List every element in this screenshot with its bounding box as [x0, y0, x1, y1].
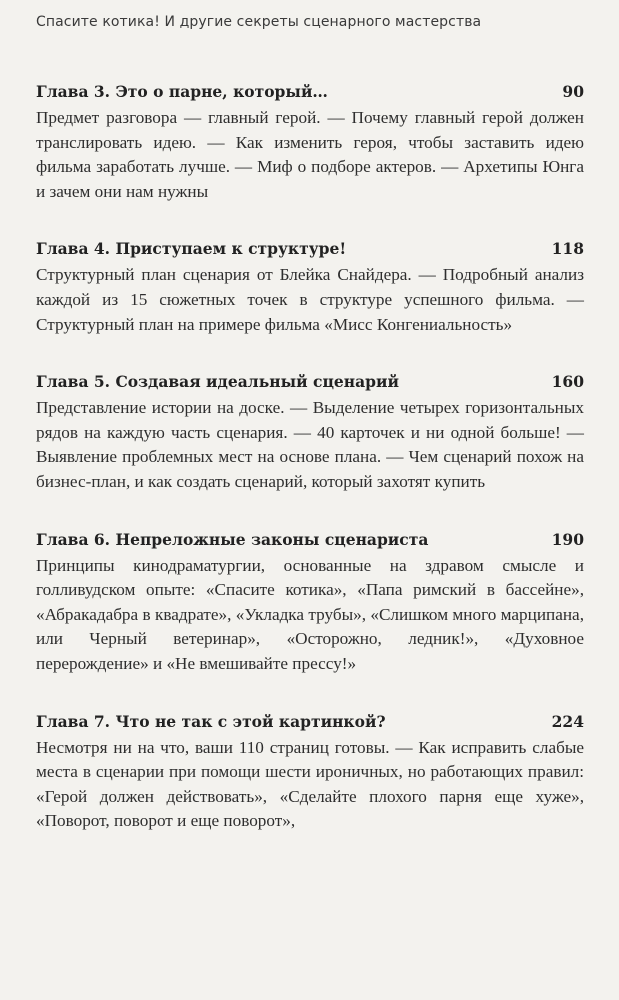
chapter-title: Глава 3. Это о парне, который…	[36, 82, 328, 101]
toc-entry-chapter-3	[36, 80, 584, 204]
chapter-description: Несмотря ни на что, ваши 110 страниц готовы. — Как исправить слабые места в сценарии при помощи шести ироничных, но работающих правил: «Герой должен действовать», «Сделайте плохого парня еще хуже», «Поворот, поворот и еще поворот»,	[36, 737, 584, 831]
chapter-heading	[36, 237, 584, 263]
chapter-heading	[36, 80, 584, 106]
chapter-page-number: 224	[551, 711, 584, 731]
chapter-heading	[36, 528, 584, 554]
table-of-contents	[36, 80, 584, 867]
chapter-page-number: 160	[551, 372, 584, 392]
toc-entry-chapter-5	[36, 370, 584, 494]
chapter-description: Предмет разговора — главный герой. — Почему главный герой должен транслировать идею. — Как изменить героя, чтобы заставить идею фильма заработать лучше. — Миф о подборе актеров. — Архетипы Юнга и зачем они нам нужны	[36, 108, 584, 201]
toc-entry-chapter-6	[36, 528, 584, 677]
chapter-description: Принципы кинодраматургии, основанные на здравом смысле и голливудском опыте: «Спасите котика», «Папа римский в бассейне», «Абракадабра в квадрате», «Укладка трубы», «Слишком много марципана, или Черный ветеринар», «Осторожно, ледник!», «Духовное перерождение» и «Не вмешивайте прессу!»	[36, 555, 584, 673]
chapter-title: Глава 5. Создавая идеальный сценарий	[36, 372, 399, 392]
chapter-description: Представление истории на доске. — Выделение четырех горизонтальных рядов на каждую часть сценария. — 40 карточек и ни одной больше! — Выявление проблемных мест на основе плана. — Чем сценарий похож на бизнес-план, и как создать сценарий, который захотят купить	[36, 398, 584, 491]
chapter-page-number: 118	[551, 239, 584, 259]
toc-entry-chapter-4	[36, 237, 584, 337]
chapter-page-number: 90	[562, 82, 584, 101]
chapter-page-number: 190	[551, 529, 584, 549]
chapter-description: Структурный план сценария от Блейка Снайдера. — Подробный анализ каждой из 15 сюжетных точек в структуре успешного фильма. — Структурный план на примере фильма «Мисс Конгениальность»	[36, 265, 584, 334]
toc-entry-chapter-7	[36, 710, 584, 834]
chapter-heading	[36, 370, 584, 396]
running-head: Спасите котика! И другие секреты сценарного мастерства	[36, 14, 482, 30]
chapter-title: Глава 7. Что не так с этой картинкой?	[36, 711, 386, 731]
chapter-heading	[36, 710, 584, 736]
chapter-title: Глава 4. Приступаем к структуре!	[36, 239, 347, 259]
chapter-title: Глава 6. Непреложные законы сценариста	[36, 529, 429, 549]
